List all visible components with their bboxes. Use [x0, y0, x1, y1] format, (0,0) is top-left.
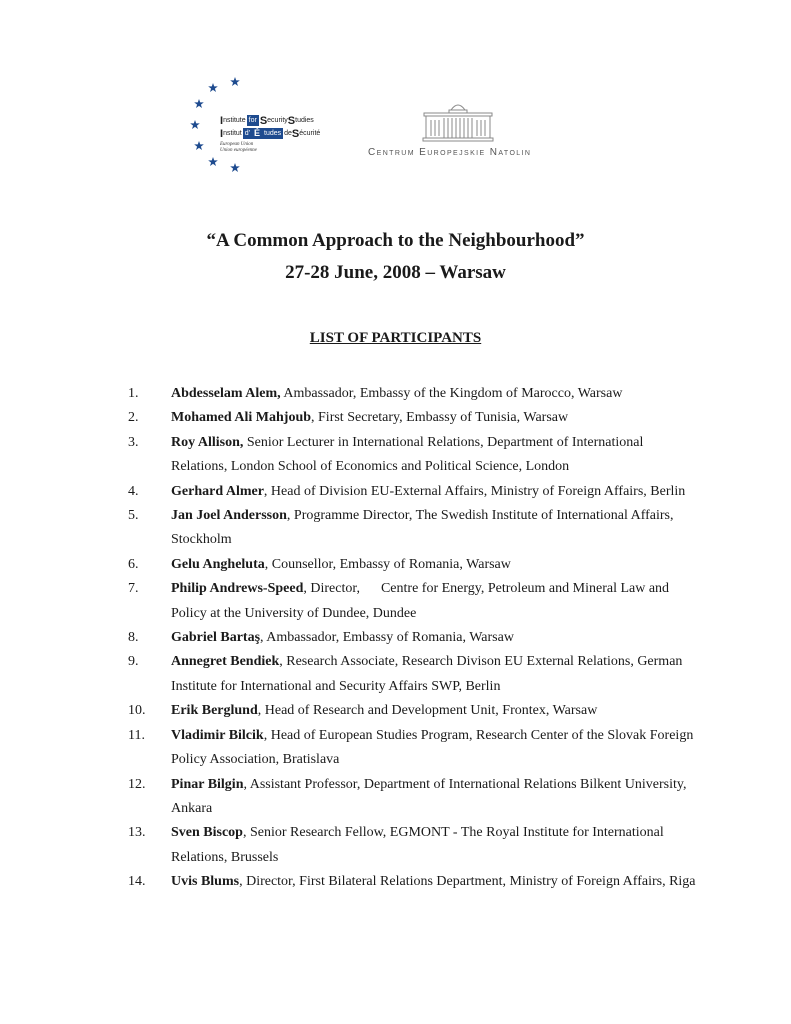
item-number: 7. [128, 581, 139, 597]
participant-description: , Research Associate, Research Divison EU External Relations, German Institute for International and Security Affairs SWP, Berlin [171, 654, 683, 694]
iss-wordmark-en [220, 114, 320, 127]
document-title: “A Common Approach to the Neighbourhood” [206, 230, 585, 251]
participant-description: , Assistant Professor, Department of International Relations Bilkent University, Ankara [171, 776, 687, 816]
iss-word: tudies [295, 117, 314, 124]
item-body [171, 480, 698, 504]
item-body [171, 870, 698, 894]
participant-name: Roy Allison, [171, 434, 244, 450]
item-number: 5. [128, 508, 139, 524]
participants-list [128, 382, 698, 895]
list-item [128, 626, 698, 650]
list-item [128, 650, 698, 699]
participant-description: , Head of European Studies Program, Research Center of the Slovak Foreign Policy Association, Bratislava [171, 727, 694, 768]
iss-letter: I [220, 127, 224, 140]
palace-building-icon [422, 98, 494, 142]
iss-eu-caption [220, 142, 320, 154]
participant-name: Sven Biscop [171, 825, 243, 841]
list-item [128, 821, 698, 870]
item-number: 4. [128, 483, 139, 499]
participant-name: Philip Andrews-Speed [171, 581, 304, 597]
item-number: 10. [128, 703, 146, 719]
item-number: 6. [128, 556, 139, 572]
participant-name: Erik Berglund [171, 703, 258, 719]
iss-logo [186, 74, 366, 174]
participant-name: Annegret Bendiek [171, 654, 280, 670]
iss-letter: S [287, 114, 296, 127]
participant-name: Mohamed Ali Mahjoub [171, 410, 312, 426]
iss-letter: I [220, 114, 224, 127]
item-number: 2. [128, 410, 139, 426]
iss-wordmark [220, 114, 320, 154]
item-number: 14. [128, 874, 146, 890]
item-body [171, 431, 698, 480]
iss-eu-fr: Union européenne [220, 148, 257, 153]
item-body [171, 724, 698, 773]
participant-name: Jan Joel Andersson [171, 508, 287, 524]
item-number: 8. [128, 630, 139, 646]
participant-description: , Director, Centre for Energy, Petroleum and Mineral Law and Policy at the University of Dundee, Dundee [171, 581, 673, 621]
item-body [171, 626, 698, 650]
list-item [128, 699, 698, 723]
participant-description: , Head of Division EU-External Affairs, Ministry of Foreign Affairs, Berlin [263, 483, 686, 499]
item-body [171, 504, 698, 553]
item-body [171, 406, 698, 430]
participant-name: Gerhard Almer [171, 483, 264, 499]
iss-word: de [284, 130, 292, 137]
iss-wordmark-fr [220, 127, 320, 140]
list-item [128, 431, 698, 480]
item-body [171, 821, 698, 870]
list-item [128, 870, 698, 894]
item-number: 12. [128, 776, 146, 792]
item-body [171, 650, 698, 699]
iss-letter: S [291, 127, 300, 140]
list-item [128, 406, 698, 430]
list-item [128, 724, 698, 773]
participant-description: Senior Lecturer in International Relations, Department of International Relations, London School of Economics and Political Science, London [171, 434, 644, 475]
participant-name: Gelu Angheluta [171, 556, 265, 572]
participant-name: Pinar Bilgin [171, 776, 244, 792]
participant-description: , Counsellor, Embassy of Romania, Warsaw [264, 556, 511, 572]
iss-box: É [253, 128, 260, 138]
participant-description: , Ambassador, Embassy of Romania, Warsaw [260, 630, 514, 646]
item-body [171, 577, 698, 626]
participant-name: Vladimir Bilcik [171, 727, 264, 743]
natolin-wordmark: Centrum Europejskie Natolin [368, 147, 532, 158]
participant-description: , First Secretary, Embassy of Tunisia, Warsaw [311, 410, 569, 426]
item-body [171, 382, 698, 406]
iss-box: for [248, 117, 257, 124]
participant-description: Ambassador, Embassy of the Kingdom of Marocco, Warsaw [280, 386, 623, 401]
item-number: 9. [128, 654, 139, 670]
participant-name: Uvis Blums [171, 874, 240, 890]
section-heading: LIST OF PARTICIPANTS [309, 330, 482, 346]
item-number: 3. [128, 434, 139, 450]
list-item [128, 504, 698, 553]
list-item [128, 553, 698, 577]
list-item [128, 480, 698, 504]
iss-box: d' [244, 130, 250, 137]
list-item [128, 577, 698, 626]
item-number: 13. [128, 825, 146, 841]
item-number: 1. [128, 386, 139, 401]
item-number: 11. [128, 727, 145, 743]
iss-word: nstitute [223, 117, 246, 124]
participant-description: , Senior Research Fellow, EGMONT - The Royal Institute for International Relations, Brussels [171, 825, 664, 865]
iss-box: tudes [264, 130, 282, 137]
participant-description: , Programme Director, The Swedish Institute of International Affairs, Stockholm [171, 508, 674, 548]
iss-word: ecurity [267, 117, 288, 124]
document-date-location: 27-28 June, 2008 – Warsaw [285, 262, 506, 283]
iss-word: écurité [299, 130, 321, 137]
natolin-logo [368, 98, 548, 160]
participant-name: Gabriel Bartaş [171, 630, 261, 646]
participant-description: , Head of Research and Development Unit, Frontex, Warsaw [257, 703, 598, 719]
list-item [128, 773, 698, 822]
item-body [171, 553, 698, 577]
iss-eu-en: European Union [220, 142, 254, 147]
iss-word: nstitut [223, 130, 242, 137]
participant-description: , Director, First Bilateral Relations Department, Ministry of Foreign Affairs, Riga [239, 874, 696, 890]
item-body [171, 699, 698, 723]
item-body [171, 773, 698, 822]
list-item [128, 382, 698, 406]
participant-name: Abdesselam Alem, [171, 386, 281, 401]
iss-letter: S [259, 114, 268, 127]
